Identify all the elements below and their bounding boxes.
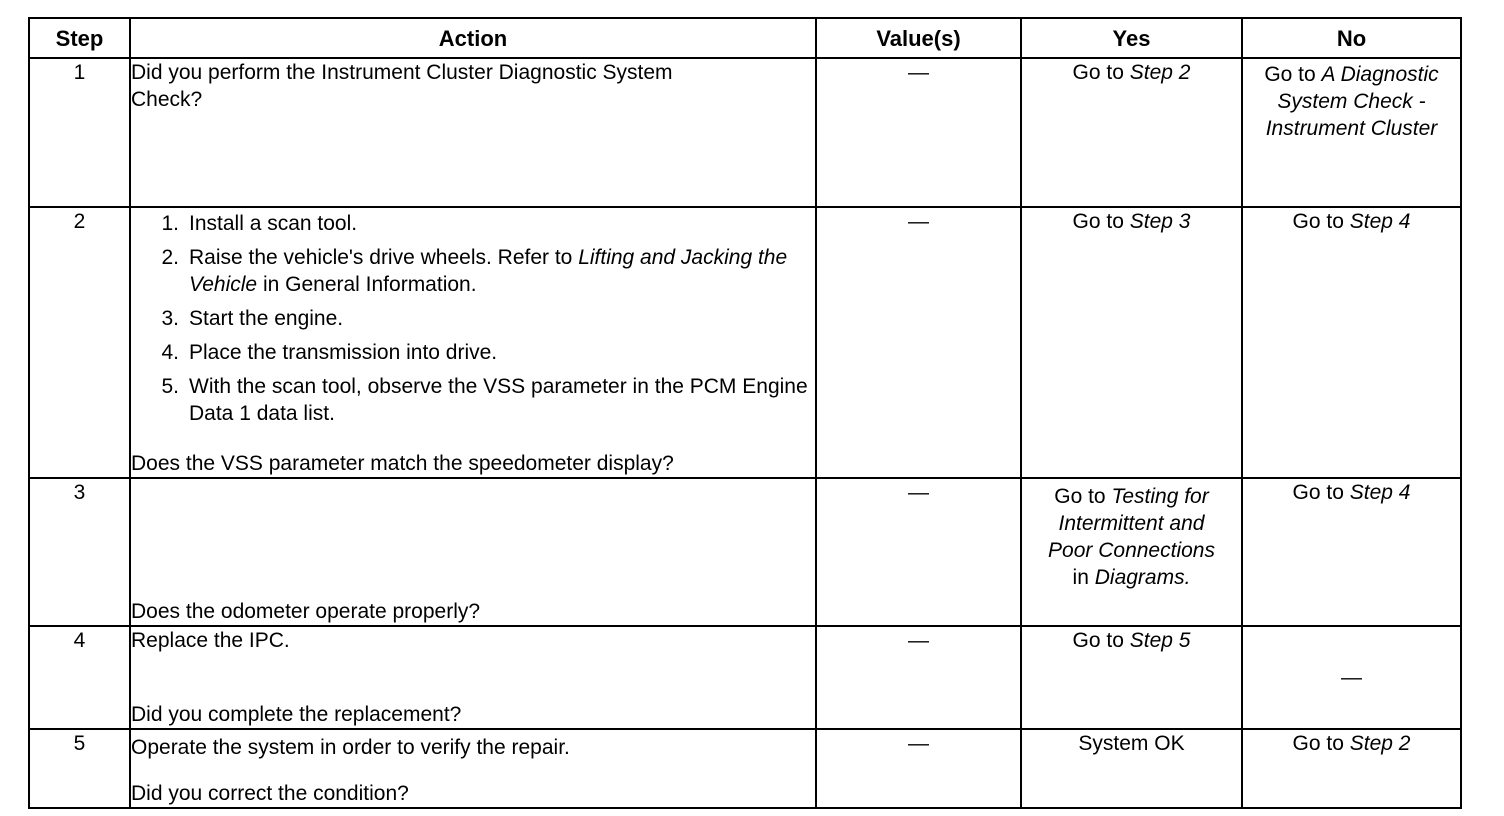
diagnostic-table bbox=[28, 17, 1462, 809]
yes-cell bbox=[1021, 626, 1242, 729]
substep-item bbox=[161, 339, 815, 366]
table-row-step-1 bbox=[29, 58, 1461, 207]
action-content bbox=[131, 627, 815, 728]
no-step-link: A Diagnostic System Check - Instrument Cluster bbox=[1265, 63, 1439, 140]
yes-reference: Testing for Intermittent and Poor Connections bbox=[1048, 485, 1215, 562]
substep-list bbox=[131, 208, 815, 427]
value-cell bbox=[816, 207, 1021, 478]
substep-item bbox=[161, 305, 815, 332]
action-question: Does the odometer operate properly? bbox=[131, 600, 481, 623]
table-row-step-5 bbox=[29, 729, 1461, 808]
substep-number: 3. bbox=[161, 307, 179, 330]
action-cell bbox=[130, 58, 816, 207]
value-cell bbox=[816, 478, 1021, 626]
no-cell bbox=[1242, 478, 1461, 626]
substep-text: Start the engine. bbox=[189, 307, 344, 330]
value-cell bbox=[816, 729, 1021, 808]
no-step-link: Step 2 bbox=[1349, 732, 1411, 755]
no-step-link: Step 4 bbox=[1349, 210, 1411, 233]
substep-reference: Lifting and Jacking the Vehicle bbox=[189, 246, 788, 296]
action-question: Does the VSS parameter match the speedometer display? bbox=[131, 452, 674, 475]
substep-number: 2. bbox=[161, 246, 179, 269]
substep-item bbox=[161, 210, 815, 237]
yes-text: System OK bbox=[1078, 732, 1185, 755]
substep-text: Install a scan tool. bbox=[189, 212, 358, 235]
no-step-link: Step 4 bbox=[1349, 481, 1411, 504]
value-dash: — bbox=[908, 61, 929, 84]
action-question: Did you correct the condition? bbox=[131, 782, 409, 805]
substep-number: 1. bbox=[161, 212, 179, 235]
value-dash: — bbox=[908, 732, 929, 755]
action-content bbox=[131, 208, 815, 477]
substep-item bbox=[161, 373, 815, 427]
yes-reference-2: Diagrams. bbox=[1094, 566, 1191, 589]
table-row-step-3 bbox=[29, 478, 1461, 626]
action-text: Operate the system in order to verify the repair. bbox=[131, 736, 570, 759]
header-action: Action bbox=[130, 18, 816, 58]
yes-cell bbox=[1021, 58, 1242, 207]
no-prefix: Go to bbox=[1292, 732, 1350, 755]
substep-text: Raise the vehicle's drive wheels. Refer to bbox=[189, 246, 579, 269]
no-dash: — bbox=[1341, 666, 1362, 689]
action-cell bbox=[130, 207, 816, 478]
action-cell bbox=[130, 626, 816, 729]
substep-number: 5. bbox=[161, 375, 179, 398]
no-prefix: Go to bbox=[1264, 63, 1322, 86]
substep-text: Place the transmission into drive. bbox=[189, 341, 498, 364]
value-dash: — bbox=[908, 629, 929, 652]
yes-cell bbox=[1021, 478, 1242, 626]
yes-step-link: Step 2 bbox=[1129, 61, 1191, 84]
yes-cell bbox=[1021, 729, 1242, 808]
yes-prefix: Go to bbox=[1054, 485, 1112, 508]
substep-text-tail: in General Information. bbox=[257, 273, 477, 296]
yes-prefix: Go to bbox=[1072, 61, 1130, 84]
value-dash: — bbox=[908, 481, 929, 504]
action-cell bbox=[130, 729, 816, 808]
step-number: 5 bbox=[29, 729, 130, 808]
no-prefix: Go to bbox=[1292, 210, 1350, 233]
no-cell bbox=[1242, 58, 1461, 207]
no-prefix: Go to bbox=[1292, 481, 1350, 504]
yes-step-link: Step 3 bbox=[1129, 210, 1191, 233]
header-yes: Yes bbox=[1021, 18, 1242, 58]
yes-step-link: Step 5 bbox=[1129, 629, 1191, 652]
header-values: Value(s) bbox=[816, 18, 1021, 58]
substep-text: With the scan tool, observe the VSS parameter in the PCM Engine Data 1 data list. bbox=[189, 375, 808, 425]
value-cell bbox=[816, 626, 1021, 729]
action-text: Replace the IPC. bbox=[131, 629, 290, 652]
no-cell bbox=[1242, 207, 1461, 478]
value-cell bbox=[816, 58, 1021, 207]
action-text: Did you perform the Instrument Cluster Diagnostic System Check? bbox=[131, 61, 673, 111]
step-number: 2 bbox=[29, 207, 130, 478]
action-question: Did you complete the replacement? bbox=[131, 703, 462, 726]
substep-item bbox=[161, 244, 815, 298]
yes-prefix: Go to bbox=[1072, 629, 1130, 652]
header-row bbox=[29, 18, 1461, 58]
header-no: No bbox=[1242, 18, 1461, 58]
step-number: 3 bbox=[29, 478, 130, 626]
action-cell bbox=[130, 478, 816, 626]
no-cell bbox=[1242, 626, 1461, 729]
yes-prefix: Go to bbox=[1072, 210, 1130, 233]
table-row-step-2 bbox=[29, 207, 1461, 478]
table-row-step-4 bbox=[29, 626, 1461, 729]
action-content bbox=[131, 734, 815, 807]
header-step: Step bbox=[29, 18, 130, 58]
yes-cell bbox=[1021, 207, 1242, 478]
step-number: 1 bbox=[29, 58, 130, 207]
no-cell bbox=[1242, 729, 1461, 808]
value-dash: — bbox=[908, 210, 929, 233]
yes-mid: in bbox=[1072, 566, 1095, 589]
step-number: 4 bbox=[29, 626, 130, 729]
substep-number: 4. bbox=[161, 341, 179, 364]
